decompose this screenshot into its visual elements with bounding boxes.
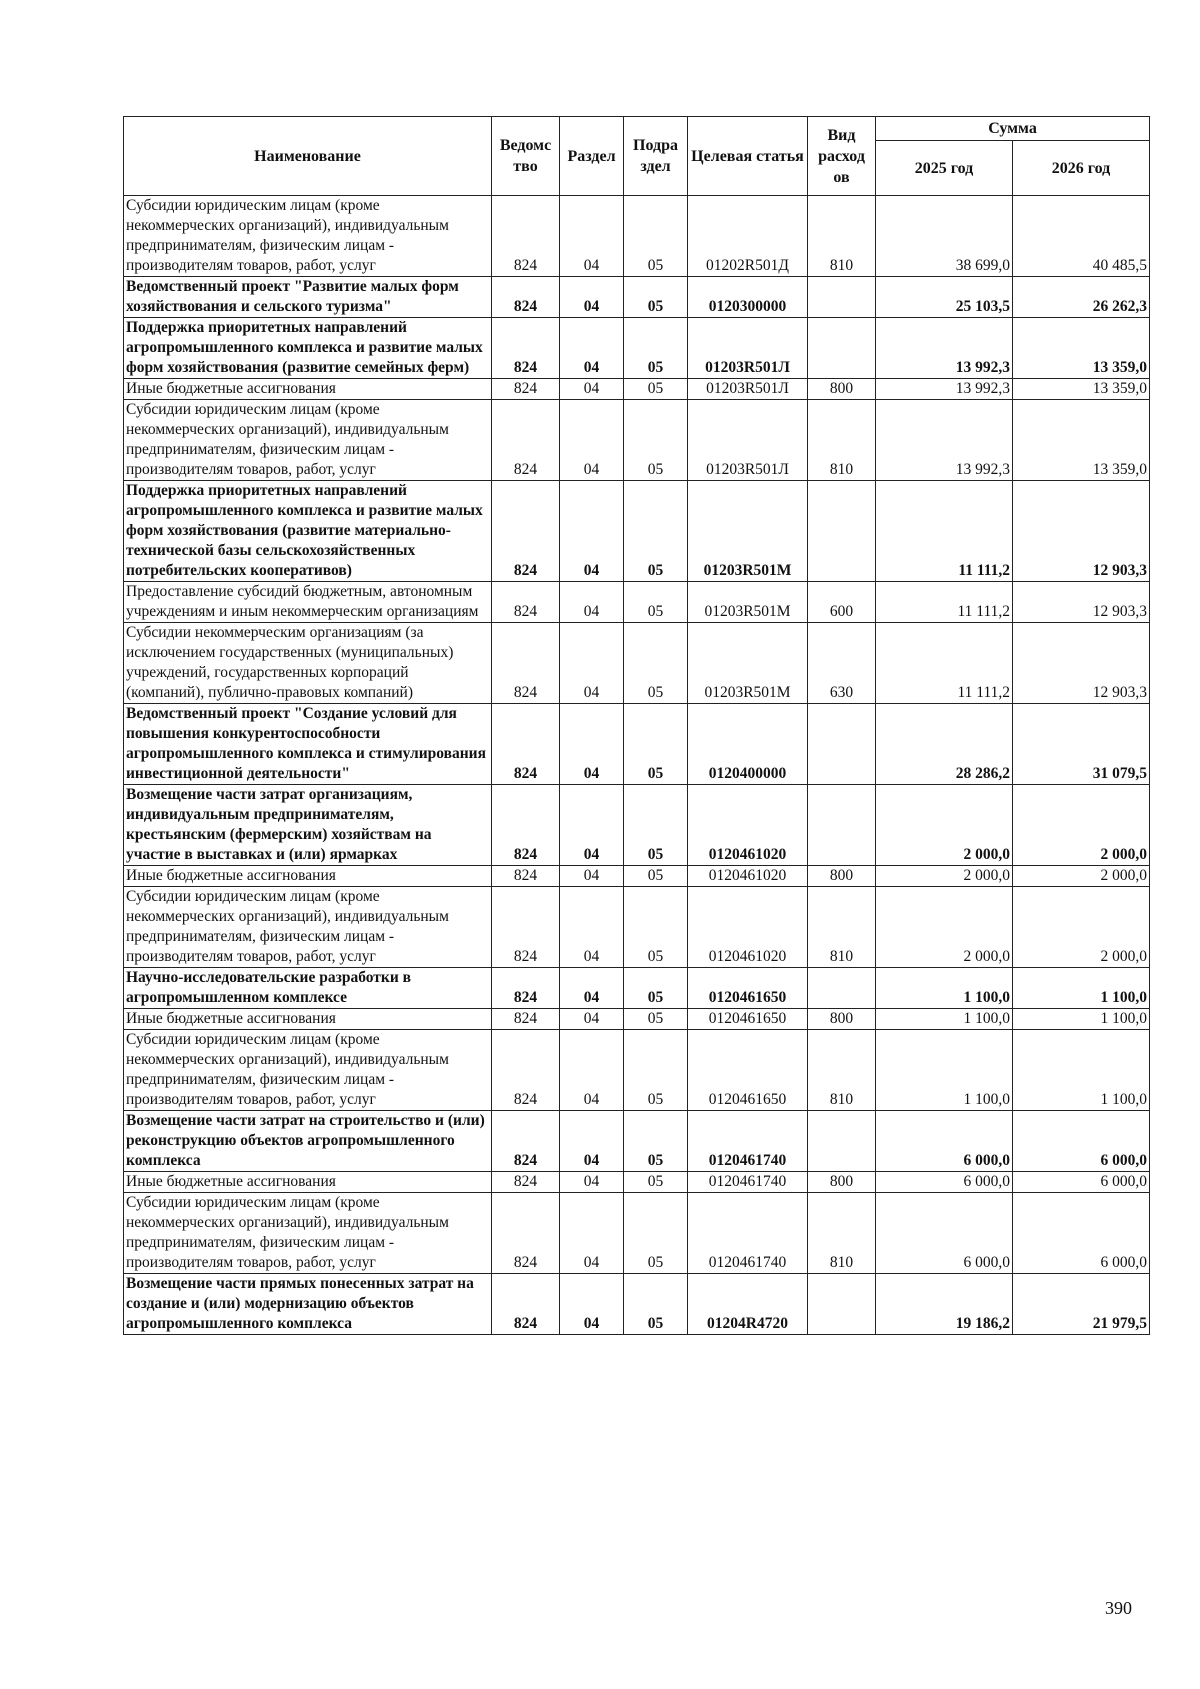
cell-name: Субсидии юридическим лицам (кроме некоммерческих организаций), индивидуальным предпринимателям, физическим лицам - производителям товаров, работ, услуг — [124, 196, 492, 277]
cell-name: Поддержка приоритетных направлений агропромышленного комплекса и развитие малых форм хозяйствования (развитие семейных ферм) — [124, 318, 492, 379]
page-number: 390 — [1105, 1598, 1132, 1618]
cell-dept: 824 — [492, 866, 560, 887]
cell-subsection: 05 — [624, 1111, 688, 1172]
cell-sum-2026: 6 000,0 — [1013, 1172, 1150, 1193]
table-row — [124, 582, 1150, 623]
cell-subsection: 05 — [624, 1193, 688, 1274]
table-row — [124, 196, 1150, 277]
cell-dept: 824 — [492, 1009, 560, 1030]
cell-expense-type: 800 — [808, 379, 876, 400]
cell-sum-2025: 2 000,0 — [876, 887, 1013, 968]
cell-subsection: 05 — [624, 968, 688, 1009]
cell-expense-type: 810 — [808, 196, 876, 277]
cell-sum-2025: 2 000,0 — [876, 785, 1013, 866]
cell-name: Научно-исследовательские разработки в агропромышленном комплексе — [124, 968, 492, 1009]
cell-name: Иные бюджетные ассигнования — [124, 1172, 492, 1193]
cell-target: 0120461650 — [688, 968, 808, 1009]
cell-name: Иные бюджетные ассигнования — [124, 866, 492, 887]
cell-expense-type — [808, 704, 876, 785]
cell-dept: 824 — [492, 704, 560, 785]
cell-name: Возмещение части затрат на строительство и (или) реконструкцию объектов агропромышленного комплекса — [124, 1111, 492, 1172]
cell-expense-type: 630 — [808, 623, 876, 704]
cell-subsection: 05 — [624, 196, 688, 277]
table-row — [124, 866, 1150, 887]
cell-sum-2026: 1 100,0 — [1013, 1009, 1150, 1030]
cell-sum-2025: 2 000,0 — [876, 866, 1013, 887]
cell-expense-type: 810 — [808, 400, 876, 481]
cell-dept: 824 — [492, 277, 560, 318]
cell-target: 0120461020 — [688, 866, 808, 887]
cell-target: 0120461740 — [688, 1111, 808, 1172]
cell-expense-type — [808, 277, 876, 318]
cell-sum-2025: 6 000,0 — [876, 1111, 1013, 1172]
cell-target: 01203R501Л — [688, 379, 808, 400]
cell-section: 04 — [560, 1009, 624, 1030]
cell-subsection: 05 — [624, 1009, 688, 1030]
cell-subsection: 05 — [624, 582, 688, 623]
cell-dept: 824 — [492, 1111, 560, 1172]
cell-section: 04 — [560, 582, 624, 623]
cell-subsection: 05 — [624, 481, 688, 582]
cell-expense-type — [808, 968, 876, 1009]
cell-dept: 824 — [492, 623, 560, 704]
cell-sum-2025: 1 100,0 — [876, 1009, 1013, 1030]
table-row — [124, 1172, 1150, 1193]
cell-expense-type: 800 — [808, 866, 876, 887]
cell-target: 01203R501M — [688, 582, 808, 623]
cell-sum-2026: 13 359,0 — [1013, 379, 1150, 400]
cell-target: 0120300000 — [688, 277, 808, 318]
cell-expense-type: 800 — [808, 1009, 876, 1030]
col-header-year-2026: 2026 год — [1013, 141, 1150, 196]
cell-section: 04 — [560, 1111, 624, 1172]
cell-dept: 824 — [492, 582, 560, 623]
cell-subsection: 05 — [624, 379, 688, 400]
cell-dept: 824 — [492, 481, 560, 582]
table-row — [124, 704, 1150, 785]
cell-target: 01204R4720 — [688, 1274, 808, 1335]
cell-target: 0120461740 — [688, 1172, 808, 1193]
cell-section: 04 — [560, 785, 624, 866]
table-row — [124, 1111, 1150, 1172]
cell-sum-2025: 13 992,3 — [876, 400, 1013, 481]
cell-section: 04 — [560, 196, 624, 277]
cell-sum-2025: 38 699,0 — [876, 196, 1013, 277]
cell-sum-2025: 25 103,5 — [876, 277, 1013, 318]
cell-sum-2025: 19 186,2 — [876, 1274, 1013, 1335]
col-header-section: Раздел — [560, 117, 624, 196]
cell-name: Субсидии юридическим лицам (кроме некоммерческих организаций), индивидуальным предпринимателям, физическим лицам - производителям товаров, работ, услуг — [124, 400, 492, 481]
cell-sum-2025: 6 000,0 — [876, 1193, 1013, 1274]
table-row — [124, 481, 1150, 582]
cell-expense-type — [808, 481, 876, 582]
cell-name: Возмещение части затрат организациям, индивидуальным предпринимателям, крестьянским (фермерским) хозяйствам на участие в выставках и (или) ярмарках — [124, 785, 492, 866]
cell-expense-type: 600 — [808, 582, 876, 623]
table-row — [124, 1030, 1150, 1111]
cell-sum-2025: 11 111,2 — [876, 582, 1013, 623]
col-header-expense-type: Вид расход ов — [808, 117, 876, 196]
cell-target: 01203R501M — [688, 481, 808, 582]
cell-dept: 824 — [492, 1030, 560, 1111]
cell-dept: 824 — [492, 968, 560, 1009]
cell-section: 04 — [560, 400, 624, 481]
col-header-subsection: Подра здел — [624, 117, 688, 196]
cell-subsection: 05 — [624, 1172, 688, 1193]
cell-section: 04 — [560, 887, 624, 968]
cell-sum-2025: 11 111,2 — [876, 623, 1013, 704]
cell-dept: 824 — [492, 1274, 560, 1335]
col-header-year-2025: 2025 год — [876, 141, 1013, 196]
cell-section: 04 — [560, 623, 624, 704]
cell-subsection: 05 — [624, 1274, 688, 1335]
cell-sum-2026: 12 903,3 — [1013, 623, 1150, 704]
cell-dept: 824 — [492, 379, 560, 400]
cell-target: 01203R501Л — [688, 400, 808, 481]
cell-dept: 824 — [492, 785, 560, 866]
cell-sum-2026: 6 000,0 — [1013, 1111, 1150, 1172]
cell-subsection: 05 — [624, 866, 688, 887]
table-row — [124, 318, 1150, 379]
cell-dept: 824 — [492, 1172, 560, 1193]
cell-sum-2026: 2 000,0 — [1013, 785, 1150, 866]
cell-name: Предоставление субсидий бюджетным, автономным учреждениям и иным некоммерческим организациям — [124, 582, 492, 623]
cell-sum-2025: 1 100,0 — [876, 1030, 1013, 1111]
col-header-name: Наименование — [124, 117, 492, 196]
cell-section: 04 — [560, 1193, 624, 1274]
cell-section: 04 — [560, 318, 624, 379]
cell-name: Ведомственный проект "Развитие малых форм хозяйствования и сельского туризма" — [124, 277, 492, 318]
cell-expense-type — [808, 785, 876, 866]
cell-sum-2026: 21 979,5 — [1013, 1274, 1150, 1335]
cell-sum-2026: 12 903,3 — [1013, 582, 1150, 623]
cell-subsection: 05 — [624, 623, 688, 704]
cell-subsection: 05 — [624, 785, 688, 866]
cell-section: 04 — [560, 481, 624, 582]
cell-expense-type — [808, 1111, 876, 1172]
cell-sum-2026: 13 359,0 — [1013, 400, 1150, 481]
table-row — [124, 400, 1150, 481]
cell-dept: 824 — [492, 318, 560, 379]
table-body — [124, 196, 1150, 1335]
cell-target: 0120461650 — [688, 1009, 808, 1030]
cell-target: 01203R501Л — [688, 318, 808, 379]
cell-sum-2026: 2 000,0 — [1013, 866, 1150, 887]
cell-sum-2026: 2 000,0 — [1013, 887, 1150, 968]
cell-dept: 824 — [492, 196, 560, 277]
cell-sum-2026: 6 000,0 — [1013, 1193, 1150, 1274]
cell-section: 04 — [560, 1030, 624, 1111]
cell-target: 0120461740 — [688, 1193, 808, 1274]
cell-name: Субсидии юридическим лицам (кроме некоммерческих организаций), индивидуальным предпринимателям, физическим лицам - производителям товаров, работ, услуг — [124, 1030, 492, 1111]
cell-section: 04 — [560, 968, 624, 1009]
cell-target: 0120461020 — [688, 887, 808, 968]
budget-table — [123, 116, 1150, 1335]
cell-sum-2026: 12 903,3 — [1013, 481, 1150, 582]
cell-expense-type: 810 — [808, 1193, 876, 1274]
col-header-dept: Ведомс тво — [492, 117, 560, 196]
table-row — [124, 1193, 1150, 1274]
cell-sum-2025: 13 992,3 — [876, 379, 1013, 400]
cell-subsection: 05 — [624, 1030, 688, 1111]
cell-sum-2025: 28 286,2 — [876, 704, 1013, 785]
cell-sum-2025: 6 000,0 — [876, 1172, 1013, 1193]
cell-dept: 824 — [492, 887, 560, 968]
cell-sum-2026: 26 262,3 — [1013, 277, 1150, 318]
cell-subsection: 05 — [624, 704, 688, 785]
col-header-sum: Сумма — [876, 117, 1150, 141]
table-row — [124, 968, 1150, 1009]
table-row — [124, 1009, 1150, 1030]
cell-subsection: 05 — [624, 318, 688, 379]
cell-sum-2026: 1 100,0 — [1013, 1030, 1150, 1111]
cell-subsection: 05 — [624, 887, 688, 968]
cell-expense-type — [808, 318, 876, 379]
cell-target: 01203R501M — [688, 623, 808, 704]
table-row — [124, 379, 1150, 400]
cell-section: 04 — [560, 1172, 624, 1193]
cell-name: Иные бюджетные ассигнования — [124, 1009, 492, 1030]
cell-section: 04 — [560, 379, 624, 400]
cell-target: 0120461020 — [688, 785, 808, 866]
cell-sum-2025: 1 100,0 — [876, 968, 1013, 1009]
cell-name: Возмещение части прямых понесенных затрат на создание и (или) модернизацию объектов агропромышленного комплекса — [124, 1274, 492, 1335]
col-header-target: Целевая статья — [688, 117, 808, 196]
cell-sum-2026: 1 100,0 — [1013, 968, 1150, 1009]
cell-dept: 824 — [492, 400, 560, 481]
cell-name: Субсидии юридическим лицам (кроме некоммерческих организаций), индивидуальным предпринимателям, физическим лицам - производителям товаров, работ, услуг — [124, 887, 492, 968]
cell-section: 04 — [560, 704, 624, 785]
cell-target: 0120400000 — [688, 704, 808, 785]
table-row — [124, 623, 1150, 704]
cell-target: 0120461650 — [688, 1030, 808, 1111]
table-row — [124, 277, 1150, 318]
cell-dept: 824 — [492, 1193, 560, 1274]
cell-sum-2025: 13 992,3 — [876, 318, 1013, 379]
cell-name: Субсидии некоммерческим организациям (за исключением государственных (муниципальных) учреждений, государственных корпораций (компаний), публично-правовых компаний) — [124, 623, 492, 704]
cell-name: Субсидии юридическим лицам (кроме некоммерческих организаций), индивидуальным предпринимателям, физическим лицам - производителям товаров, работ, услуг — [124, 1193, 492, 1274]
cell-section: 04 — [560, 1274, 624, 1335]
cell-name: Поддержка приоритетных направлений агропромышленного комплекса и развитие малых форм хозяйствования (развитие материально-технической базы сельскохозяйственных потребительских кооперативов) — [124, 481, 492, 582]
cell-expense-type: 810 — [808, 887, 876, 968]
cell-sum-2026: 40 485,5 — [1013, 196, 1150, 277]
table-row — [124, 785, 1150, 866]
cell-expense-type: 810 — [808, 1030, 876, 1111]
table-row — [124, 887, 1150, 968]
cell-sum-2026: 31 079,5 — [1013, 704, 1150, 785]
cell-name: Ведомственный проект "Создание условий для повышения конкурентоспособности агропромышленного комплекса и стимулирования инвестиционной деятельности" — [124, 704, 492, 785]
cell-sum-2025: 11 111,2 — [876, 481, 1013, 582]
cell-expense-type — [808, 1274, 876, 1335]
cell-target: 01202R501Д — [688, 196, 808, 277]
cell-section: 04 — [560, 866, 624, 887]
cell-subsection: 05 — [624, 277, 688, 318]
cell-sum-2026: 13 359,0 — [1013, 318, 1150, 379]
table-row — [124, 1274, 1150, 1335]
cell-section: 04 — [560, 277, 624, 318]
cell-subsection: 05 — [624, 400, 688, 481]
cell-expense-type: 800 — [808, 1172, 876, 1193]
cell-name: Иные бюджетные ассигнования — [124, 379, 492, 400]
